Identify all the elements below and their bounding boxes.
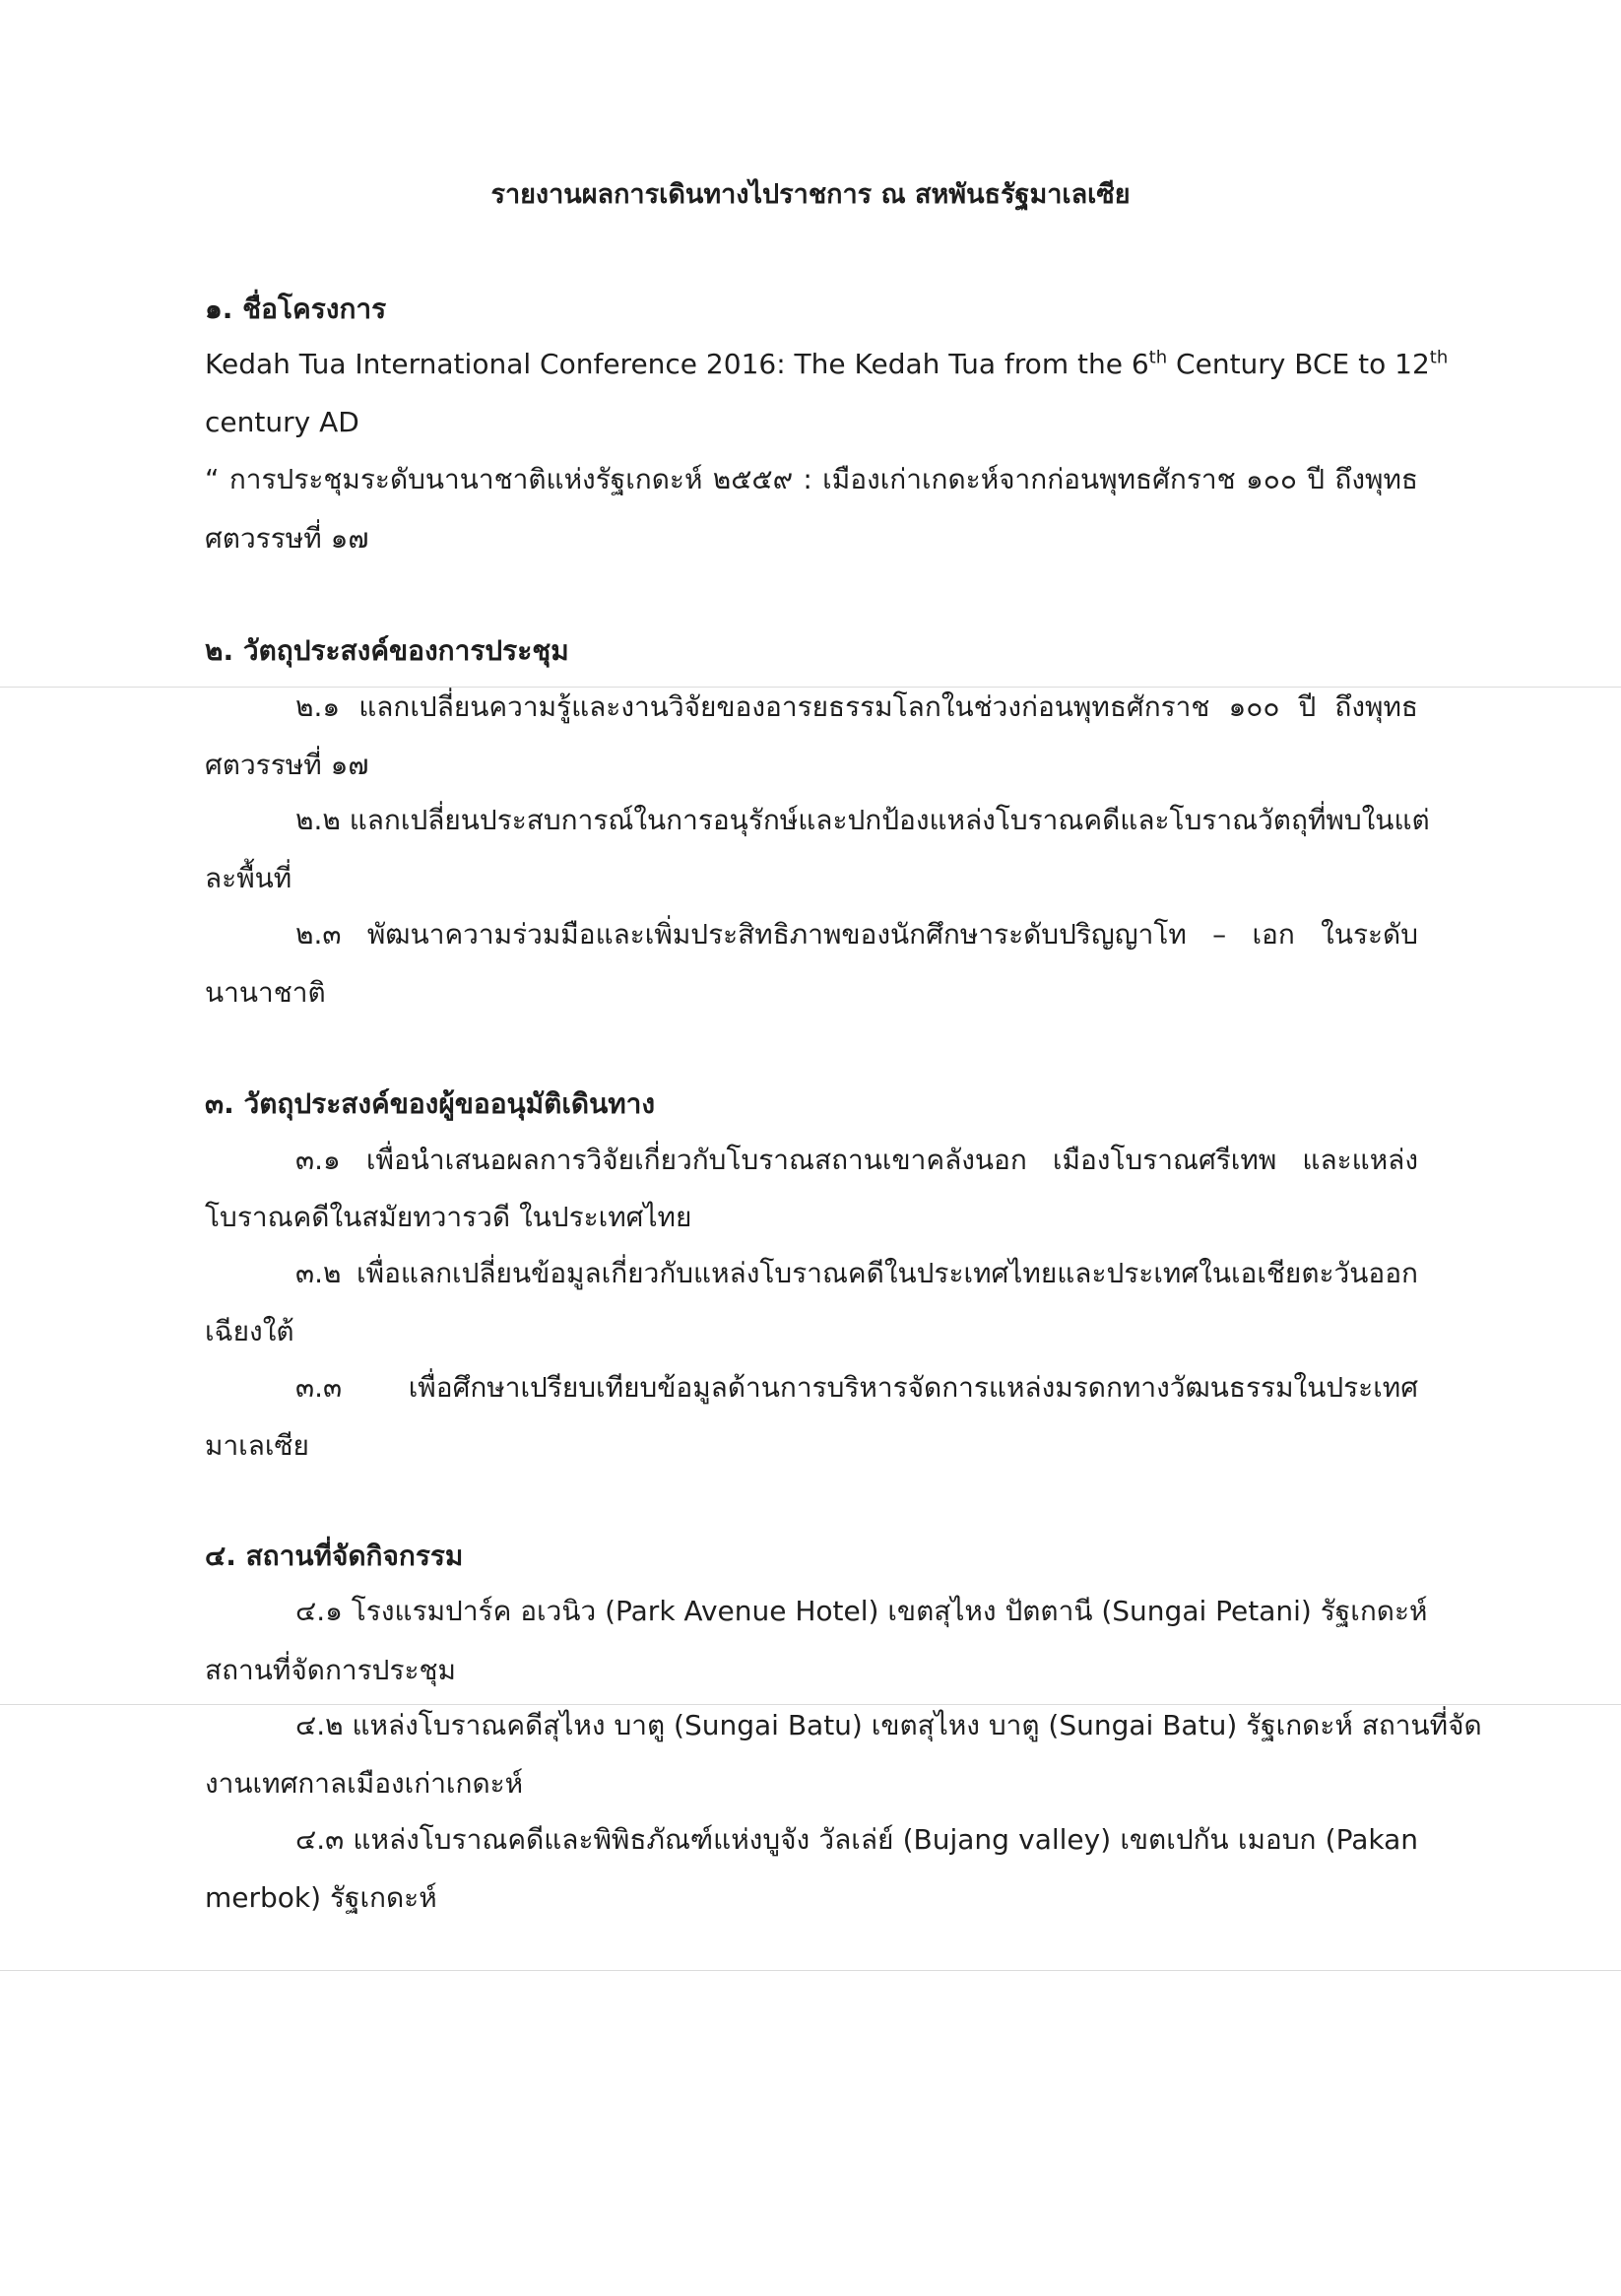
- section-4-heading: ๔. สถานที่จัดกิจกรรม: [205, 1540, 464, 1572]
- objective-2-2-line-2: ละพื้นที่: [205, 862, 292, 894]
- venue-4-3-line-1: ๔.๓ แหล่งโบราณคดีและพิพิธภัณฑ์แห่งบูจัง วัลเล่ย์ (Bujang valley) เขตเปกัน เมอบก (Pakan: [295, 1823, 1418, 1856]
- project-name-thai-line-2: ศตวรรษที่ ๑๗: [205, 522, 369, 555]
- project-name-english-line-1: [205, 345, 1448, 384]
- section-2-heading: ๒. วัตถุประสงค์ของการประชุม: [205, 634, 569, 667]
- objective-3-2-line-1: ๓.๒ เพื่อแลกเปลี่ยนข้อมูลเกี่ยวกับแหล่งโบราณคดีในประเทศไทยและประเทศในเอเชียตะวันออก: [295, 1257, 1418, 1289]
- objective-2-1-line-2: ศตวรรษที่ ๑๗: [205, 749, 369, 781]
- venue-4-2-line-1: ๔.๒ แหล่งโบราณคดีสุไหง บาตู (Sungai Batu) เขตสุไหง บาตู (Sungai Batu) รัฐเกดะห์ สถานที่จัด: [295, 1709, 1482, 1741]
- objective-3-2-line-2: เฉียงใต้: [205, 1315, 294, 1347]
- objective-3-3-line-2: มาเลเซีย: [205, 1429, 309, 1462]
- project-name-english-line-2: century AD: [205, 406, 359, 438]
- ordinal-suffix: th: [1148, 347, 1168, 368]
- venue-4-1-line-1: ๔.๑ โรงแรมปาร์ค อเวนิว (Park Avenue Hotel) เขตสุไหง ปัตตานี (Sungai Petani) รัฐเกดะห์: [295, 1595, 1428, 1627]
- section-1-heading: ๑. ชื่อโครงการ: [205, 293, 387, 325]
- venue-4-1-line-2: สถานที่จัดการประชุม: [205, 1654, 456, 1686]
- section-3-heading: ๓. วัตถุประสงค์ของผู้ขออนุมัติเดินทาง: [205, 1087, 656, 1120]
- project-name-english-part-a: Kedah Tua International Conference 2016: The Kedah Tua from the 6: [205, 348, 1149, 380]
- document-title: รายงานผลการเดินทางไปราชการ ณ สหพันธรัฐมาเลเซีย: [490, 179, 1131, 210]
- ordinal-suffix: th: [1429, 347, 1449, 368]
- scan-artifact-line: [0, 1970, 1621, 1971]
- scan-artifact-line: [0, 1704, 1621, 1705]
- objective-2-3-line-1: ๒.๓ พัฒนาความร่วมมือและเพิ่มประสิทธิภาพของนักศึกษาระดับปริญญาโท – เอก ในระดับ: [295, 918, 1418, 951]
- project-name-thai-line-1: “ การประชุมระดับนานาชาติแห่งรัฐเกดะห์ ๒๕๕๙ : เมืองเก่าเกดะห์จากก่อนพุทธศักราช ๑๐๐ ปี ถึงพุทธ: [205, 463, 1418, 495]
- venue-4-3-line-2: merbok) รัฐเกดะห์: [205, 1881, 437, 1914]
- objective-2-1-line-1: ๒.๑ แลกเปลี่ยนความรู้และงานวิจัยของอารยธรรมโลกในช่วงก่อนพุทธศักราช ๑๐๐ ปี ถึงพุทธ: [295, 690, 1418, 723]
- venue-4-2-line-2: งานเทศกาลเมืองเก่าเกดะห์: [205, 1767, 524, 1800]
- objective-3-1-line-1: ๓.๑ เพื่อนำเสนอผลการวิจัยเกี่ยวกับโบราณสถานเขาคลังนอก เมืองโบราณศรีเทพ และแหล่ง: [295, 1144, 1418, 1176]
- objective-2-3-line-2: นานาชาติ: [205, 976, 326, 1009]
- objective-2-2-line-1: ๒.๒ แลกเปลี่ยนประสบการณ์ในการอนุรักษ์และปกป้องแหล่งโบราณคดีและโบราณวัตถุที่พบในแต่: [295, 804, 1430, 836]
- project-name-english-part-b: Century BCE to 12: [1167, 348, 1430, 380]
- objective-3-3-line-1: ๓.๓ เพื่อศึกษาเปรียบเทียบข้อมูลด้านการบริหารจัดการแหล่งมรดกทางวัฒนธรรมในประเทศ: [295, 1371, 1418, 1404]
- objective-3-1-line-2: โบราณคดีในสมัยทวารวดี ในประเทศไทย: [205, 1201, 692, 1233]
